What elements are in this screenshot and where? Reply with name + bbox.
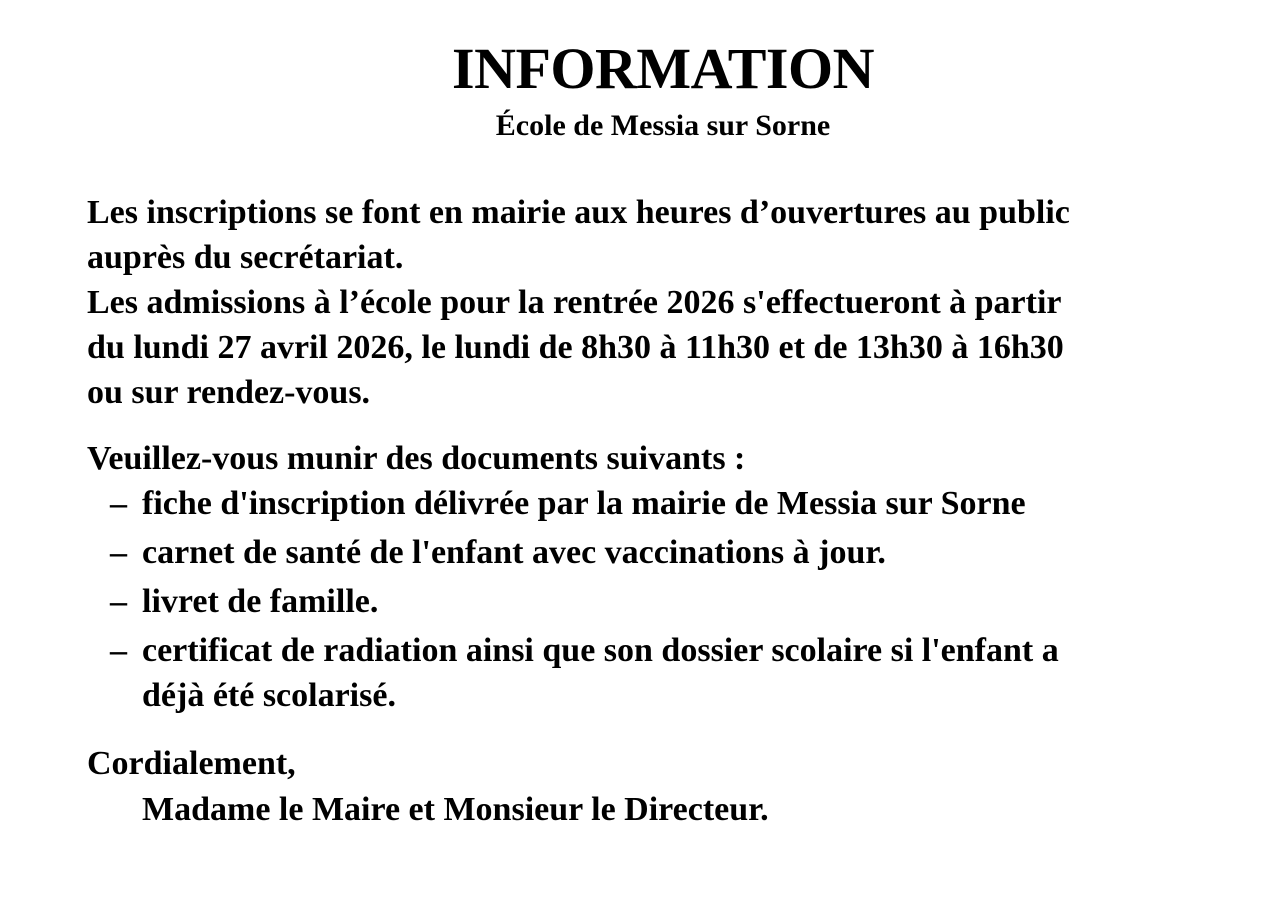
list-item [110,481,1059,526]
page-title: INFORMATION [452,36,874,101]
list-item-line: certificat de radiation ainsi que son dossier scolaire si l'enfant a [142,632,1059,669]
list-item-text [142,481,1026,526]
intro-line: Les inscriptions se font en mairie aux heures d’ouvertures au public [87,194,1070,231]
dash-bullet: – [110,534,127,571]
dash-bullet: – [110,632,127,669]
documents-heading-text: Veuillez-vous munir des documents suivants : [87,440,746,477]
intro-paragraph [87,190,1247,415]
intro-line: auprès du secrétariat. [87,239,404,276]
list-item-line: fiche d'inscription délivrée par la mairie de Messia sur Sorne [142,485,1026,522]
intro-line: du lundi 27 avril 2026, le lundi de 8h30 à 11h30 et de 13h30 à 16h30 [87,329,1064,366]
closing-greeting: Cordialement, [87,745,296,782]
list-item-text [142,530,886,575]
list-item-text [142,579,378,624]
list-item-line: livret de famille. [142,583,379,620]
documents-list [110,481,1059,722]
dash-bullet: – [110,583,127,620]
documents-heading [87,436,1247,481]
intro-line: ou sur rendez-vous. [87,374,371,411]
list-item [110,579,1059,624]
list-item [110,530,1059,575]
list-item-line: carnet de santé de l'enfant avec vaccinations à jour. [142,534,886,571]
list-item [110,628,1059,718]
closing-signature: Madame le Maire et Monsieur le Directeur. [142,791,769,828]
dash-bullet: – [110,485,127,522]
page-subtitle: École de Messia sur Sorne [495,109,831,142]
list-item-line: déjà été scolarisé. [142,677,396,714]
intro-line: Les admissions à l’école pour la rentrée 2026 s'effectueront à partir [87,284,1062,321]
list-item-text [142,628,1059,718]
